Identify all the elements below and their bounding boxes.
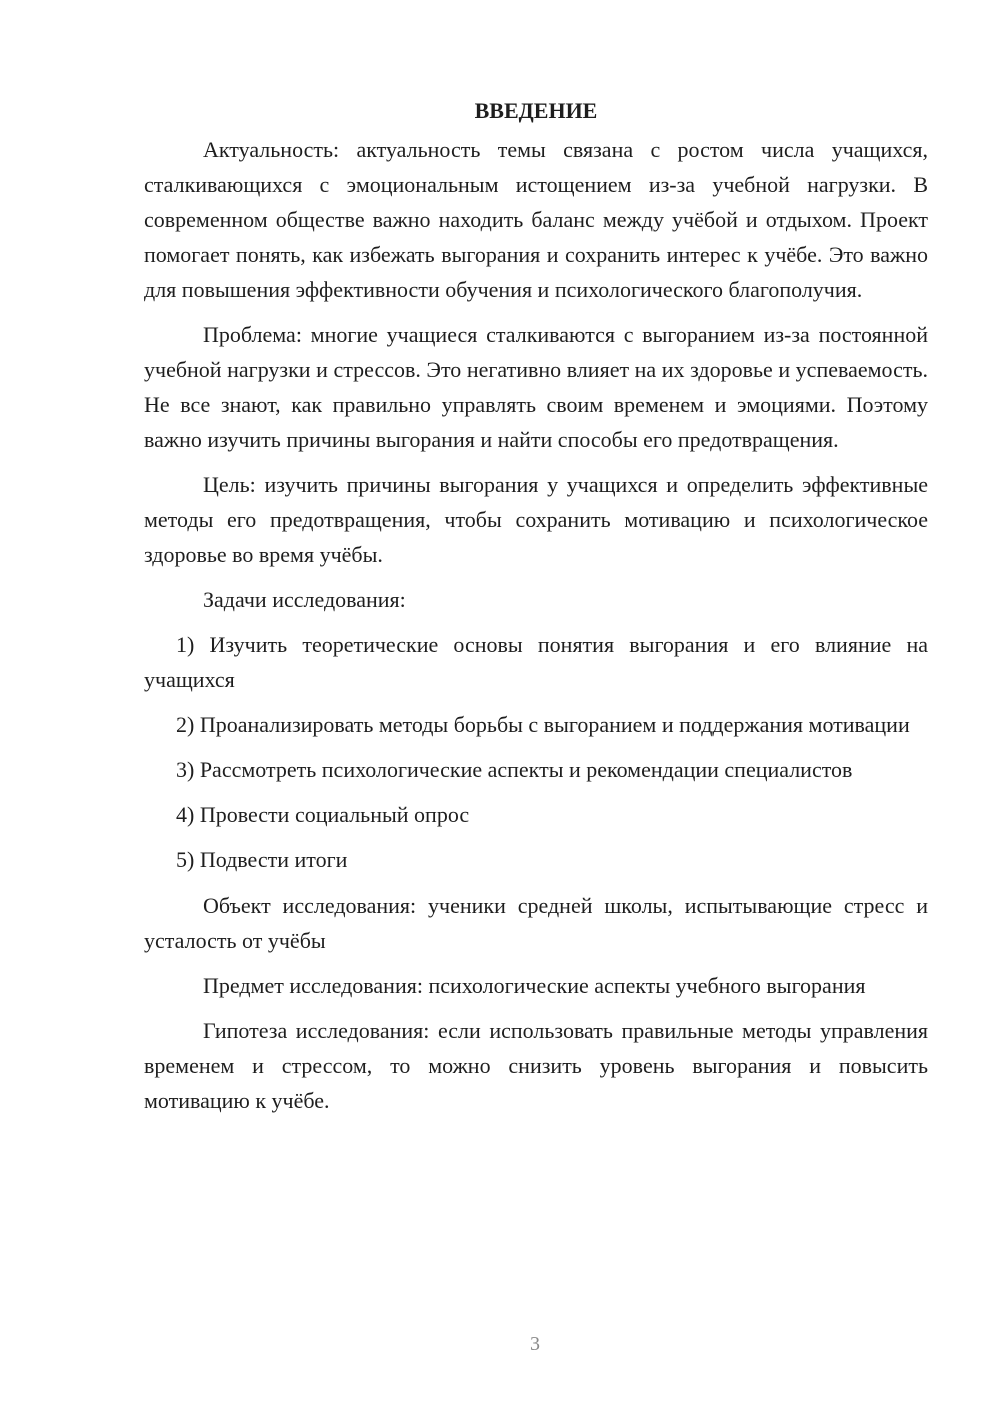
page-content <box>144 96 928 1128</box>
goal-paragraph: Цель: изучить причины выгорания у учащихся и определить эффективные методы его предотвращения, чтобы сохранить мотивацию и психологическое здоровье во время учёбы. <box>144 472 928 567</box>
problem-paragraph: Проблема: многие учащиеся сталкиваются с выгоранием из-за постоянной учебной нагрузки и стрессов. Это негативно влияет на их здоровье и успеваемость. Не все знают, как правильно управлять своим временем и эмоциями. Поэтому важно изучить причины выгорания и найти способы его предотвращения. <box>144 322 928 452</box>
hypothesis-paragraph: Гипотеза исследования: если использовать правильные методы управления временем и стрессом, то можно снизить уровень выгорания и повысить мотивацию к учёбе. <box>144 1018 928 1113</box>
tasks-heading: Задачи исследования: <box>203 587 406 612</box>
page-number: 3 <box>530 1333 540 1355</box>
task-item-5: 5) Подвести итоги <box>176 847 348 872</box>
task-item-2: 2) Проанализировать методы борьбы с выгоранием и поддержания мотивации <box>176 712 910 737</box>
task-item-3: 3) Рассмотреть психологические аспекты и рекомендации специалистов <box>176 757 853 782</box>
task-item-1: 1) Изучить теоретические основы понятия выгорания и его влияние на учащихся <box>144 632 928 692</box>
object-paragraph: Объект исследования: ученики средней школы, испытывающие стресс и усталость от учёбы <box>144 893 928 953</box>
relevance-paragraph: Актуальность: актуальность темы связана с ростом числа учащихся, сталкивающихся с эмоциональным истощением из-за учебной нагрузки. В современном обществе важно находить баланс между учёбой и отдыхом. Проект помогает понять, как избежать выгорания и сохранить интерес к учёбе. Это важно для повышения эффективности обучения и психологического благополучия. <box>144 137 928 302</box>
subject-paragraph: Предмет исследования: психологические аспекты учебного выгорания <box>203 973 866 998</box>
section-title: ВВЕДЕНИЕ <box>474 98 598 123</box>
task-item-4: 4) Провести социальный опрос <box>176 802 470 827</box>
